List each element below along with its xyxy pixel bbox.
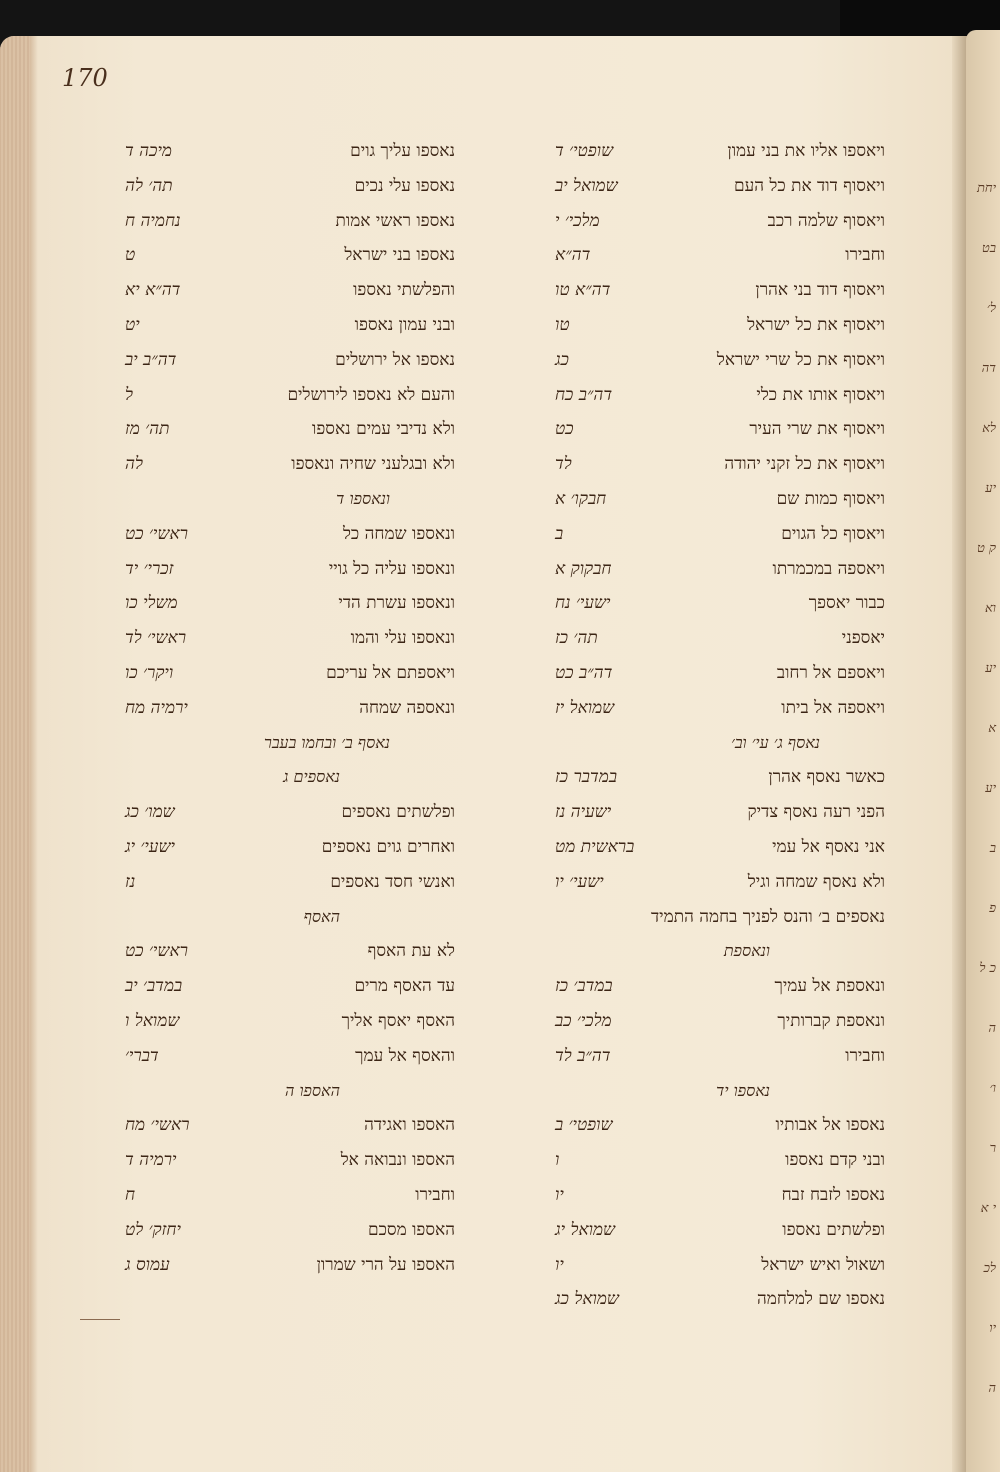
entry-line — [490, 380, 930, 410]
entry-reference: ויקר׳ כו — [125, 663, 174, 683]
entry-line — [490, 588, 930, 618]
entry-text: יאספני — [841, 628, 885, 649]
entry-reference: ראשי׳ כט — [125, 523, 188, 544]
next-page-fragment: יו — [989, 1321, 996, 1336]
entry-line — [490, 519, 930, 549]
page-edges — [0, 36, 30, 1472]
next-page-fragment: ה — [988, 1381, 996, 1396]
entry-text: ויאסוף כמות שם — [776, 489, 885, 509]
entry-line — [490, 240, 930, 270]
entry-text: ויאסוף את כל זקני יהודה — [724, 454, 885, 475]
entry-line — [490, 971, 930, 1001]
entry-line — [60, 414, 500, 444]
entry-text: ואחרים גוים נאספים — [321, 837, 455, 857]
entry-reference: שופטי׳ ד — [555, 141, 614, 161]
next-page-fragment: יע — [985, 481, 996, 496]
entry-line — [490, 206, 930, 236]
entry-text: והפלשתי נאספו — [353, 280, 455, 301]
entry-text: נאספו ראשי אמות — [335, 210, 455, 231]
entry-text: ויאספתם אל עריכם — [326, 663, 455, 683]
entry-text: ולא ובגלעני שחיה ונאספו — [291, 454, 455, 475]
entry-line — [60, 1180, 500, 1210]
entry-line — [490, 658, 930, 688]
entry-line — [490, 1076, 930, 1106]
entry-line — [60, 206, 500, 236]
entry-line — [60, 519, 500, 549]
entry-text: לא עת האסף — [367, 941, 455, 962]
entry-reference: מלכי׳ י — [555, 210, 600, 231]
entry-text: כבור יאספך — [808, 593, 885, 614]
entry-line — [60, 449, 500, 479]
entry-reference: ישעיה נז — [555, 802, 612, 823]
next-page-fragment: בט — [981, 241, 996, 256]
entry-reference: במדבר כז — [555, 767, 618, 788]
entry-text: והעם לא נאספו לירושלים — [287, 384, 455, 405]
entry-reference: ח — [125, 1185, 136, 1205]
entry-reference: יחזק׳ לט — [125, 1219, 181, 1240]
manuscript-page — [0, 36, 968, 1472]
entry-line — [490, 275, 930, 305]
entry-text: נאספו יד — [716, 1080, 770, 1100]
next-page-fragment: א — [988, 721, 996, 736]
entry-reference: דה״ב כט — [555, 663, 613, 683]
entry-line — [60, 1006, 500, 1036]
entry-line — [490, 1250, 930, 1280]
entry-line — [490, 936, 930, 966]
entry-text: ונאספה שמחה — [359, 697, 455, 718]
entry-reference: ב — [555, 523, 564, 544]
next-page-fragment: י א — [980, 1201, 996, 1216]
entry-reference: חבקו׳ א — [555, 489, 607, 509]
entry-text: נאספים ב׳ והנס לפניך בחמה התמיד — [651, 906, 885, 927]
entry-text: נאספו שם למלחמה — [756, 1289, 885, 1310]
entry-reference: ט — [125, 245, 136, 266]
entry-text: האספו ה — [284, 1080, 340, 1100]
next-page-edge — [966, 30, 1000, 1472]
entry-line — [490, 762, 930, 792]
entry-reference: ראשי׳ לד — [125, 628, 187, 649]
entry-line — [490, 345, 930, 375]
next-page-fragment: ו׳ — [989, 1081, 996, 1096]
entry-line — [60, 1145, 500, 1175]
entry-reference: דה״ב כח — [555, 384, 613, 405]
entry-text: ויאסוף את כל שרי ישראל — [716, 349, 885, 370]
entry-line — [60, 554, 500, 584]
entry-line — [490, 554, 930, 584]
entry-reference: שופטי׳ ב — [555, 1115, 613, 1136]
entry-text: עד האסף מרים — [354, 976, 455, 997]
entry-reference: דה״א טו — [555, 280, 611, 301]
next-page-fragment: יחת — [976, 181, 996, 196]
entry-line — [490, 171, 930, 201]
entry-reference: ירמיה מח — [125, 697, 188, 718]
entry-reference: עמוס ג — [125, 1254, 170, 1275]
entry-line — [490, 867, 930, 897]
entry-text: נאספו בני ישראל — [344, 245, 455, 266]
entry-reference: שמואל יז — [555, 697, 615, 718]
entry-text: ונאספו עליה כל גויי — [328, 558, 455, 579]
entry-line — [60, 136, 500, 166]
entry-text: ויאספה אל ביתו — [781, 697, 885, 718]
entry-line — [60, 588, 500, 618]
entry-reference: תה׳ כז — [555, 628, 598, 649]
entry-line — [490, 728, 930, 758]
entry-text: ויאסוף שלמה רכב — [767, 210, 885, 231]
entry-text: ונאספת אל עמיך — [774, 976, 885, 997]
entry-text: נאספו אל ירושלים — [335, 349, 455, 370]
entry-reference: שמואל יג — [555, 1219, 616, 1240]
entry-line — [60, 902, 500, 932]
folio-number: 170 — [62, 64, 108, 92]
entry-reference: תה׳ מז — [125, 419, 170, 440]
entry-reference: דה״א יא — [125, 280, 181, 301]
entry-reference: במדב׳ יב — [125, 976, 183, 997]
next-page-fragment: ר — [989, 1141, 996, 1156]
entry-text: כאשר נאסף אהרן — [768, 767, 885, 788]
entry-text: נאסף ג׳ עי׳ וב׳ — [731, 732, 820, 752]
entry-line — [490, 310, 930, 340]
entry-reference: יו — [555, 1254, 564, 1275]
entry-line — [490, 1110, 930, 1140]
entry-text: ונאספת קברותיך — [777, 1011, 885, 1031]
entry-text: ובני עמון נאספו — [354, 315, 455, 335]
entry-text: ונאספו שמחה כל — [342, 523, 455, 544]
entry-line — [490, 902, 930, 932]
entry-text: ונאספו עלי והמו — [350, 628, 455, 649]
entry-reference: דה״ב לד — [555, 1045, 611, 1066]
entry-text: האספו ואגידה — [364, 1115, 455, 1136]
entry-line — [60, 797, 500, 827]
entry-reference: ל — [125, 384, 133, 405]
entry-reference: חבקוק א — [555, 558, 612, 579]
entry-text: ונאספת — [723, 941, 770, 961]
entry-reference: לד — [555, 454, 572, 475]
entry-text: ויאסוף דוד בני אהרן — [755, 280, 885, 301]
entry-text: האסף יאסף אליך — [341, 1011, 455, 1031]
entry-text: ויאסוף דוד את כל העם — [734, 175, 885, 196]
entry-line — [490, 693, 930, 723]
entry-text: ולא נאסף שמחה וגיל — [747, 871, 885, 892]
entry-line — [490, 484, 930, 514]
entry-text: האסף — [303, 906, 340, 926]
entry-line — [490, 832, 930, 862]
entry-line — [60, 380, 500, 410]
entry-text: ובני קדם נאספו — [785, 1150, 885, 1171]
entry-line — [490, 1180, 930, 1210]
next-page-fragment: ק ט — [977, 541, 996, 556]
entry-text: והאסף אל עמך — [355, 1045, 455, 1066]
entry-line — [60, 275, 500, 305]
entry-text: ואנשי חסד נאספים — [330, 871, 455, 892]
entry-reference: במדב׳ כז — [555, 976, 613, 997]
entry-text: נאספו עליך גוים — [350, 141, 455, 161]
next-page-fragment: וא — [984, 601, 996, 616]
next-page-fragment: לכ — [983, 1261, 996, 1276]
entry-text: ונאספו ד — [336, 489, 390, 508]
entry-text: נאסף ב׳ ובחמו בעבר — [263, 732, 390, 752]
entry-reference: יו — [555, 1185, 564, 1205]
next-page-fragment: לא — [982, 421, 996, 436]
entry-reference: ו — [555, 1150, 560, 1171]
next-page-fragment: ה — [988, 1021, 996, 1036]
entry-text: ויאסוף אותו את כלי — [756, 384, 885, 405]
entry-reference: שמואל יב — [555, 175, 618, 196]
entry-reference: שמואל ו — [125, 1011, 180, 1031]
entry-line — [490, 1041, 930, 1071]
entry-text: ויאסוף את כל ישראל — [747, 315, 885, 335]
entry-text: ויאסוף כל הגוים — [781, 523, 885, 544]
entry-reference: נז — [125, 871, 136, 892]
next-page-fragment: כ ל — [979, 961, 996, 976]
entry-text: האספו מסכם — [368, 1219, 455, 1240]
entry-reference: מלכי׳ כב — [555, 1011, 612, 1031]
next-page-fragment: פ — [989, 901, 996, 916]
entry-line — [60, 971, 500, 1001]
entry-reference: ראשי׳ כט — [125, 941, 188, 962]
entry-reference: יט — [125, 315, 140, 335]
entry-text: וחבירו — [845, 1045, 885, 1066]
entry-text: ויאספה במכמרתו — [772, 558, 885, 579]
entry-reference: דה״א — [555, 245, 591, 266]
entry-line — [490, 1284, 930, 1314]
entry-line — [60, 1076, 500, 1106]
entry-line — [60, 762, 500, 792]
entry-line — [490, 136, 930, 166]
entry-line — [60, 936, 500, 966]
entry-line — [490, 797, 930, 827]
entry-reference: ישעי׳ יג — [125, 837, 175, 857]
entry-reference: בראשית מט — [555, 837, 635, 857]
entry-reference: ראשי׳ מח — [125, 1115, 190, 1136]
entry-line — [60, 1041, 500, 1071]
entry-reference: תה׳ לה — [125, 175, 173, 196]
entry-reference: שמואל כג — [555, 1289, 619, 1310]
entry-line — [60, 240, 500, 270]
entry-line — [60, 658, 500, 688]
entry-reference: טו — [555, 315, 570, 335]
entry-text: ונאספו עשרת הדי — [338, 593, 455, 614]
entry-reference: שמו׳ כג — [125, 802, 175, 823]
entry-text: ויאספם אל רחוב — [776, 663, 885, 683]
entry-reference: כט — [555, 419, 574, 440]
entry-reference: משלי כו — [125, 593, 178, 614]
entry-line — [490, 1215, 930, 1245]
entry-line — [490, 414, 930, 444]
entry-line — [490, 623, 930, 653]
entry-reference: דה״ב יב — [125, 349, 177, 370]
entry-line — [60, 867, 500, 897]
entry-reference: ירמיה ד — [125, 1150, 177, 1171]
entry-text: נאספו אל אבותיו — [775, 1115, 885, 1136]
entry-text: נאספים ג — [283, 767, 340, 787]
entry-text: וחבירו — [415, 1185, 455, 1205]
entry-reference: לה — [125, 454, 143, 475]
entry-reference: כג — [555, 349, 569, 370]
entry-text: הפני רעה נאסף צדיק — [747, 802, 885, 823]
entry-line — [60, 310, 500, 340]
entry-reference: דברי׳ — [125, 1045, 159, 1066]
entry-line — [490, 1006, 930, 1036]
entry-line — [490, 449, 930, 479]
entry-reference: זכרי׳ יד — [125, 558, 174, 579]
entry-text: ושאול ואיש ישראל — [761, 1254, 885, 1275]
next-page-fragment: יע — [985, 781, 996, 796]
entry-text: ויאספו אליו את בני עמון — [727, 141, 885, 161]
margin-mark — [80, 1319, 120, 1320]
entry-reference: ישעי׳ נח — [555, 593, 611, 614]
entry-line — [60, 728, 500, 758]
entry-line — [60, 1110, 500, 1140]
entry-line — [60, 484, 500, 514]
next-page-fragment: ל׳ — [986, 301, 996, 316]
left-column — [60, 36, 500, 1472]
entry-line — [60, 1250, 500, 1280]
entry-reference: מיכה ד — [125, 141, 172, 161]
entry-text: האספו ונבואה אל — [340, 1150, 455, 1171]
next-page-fragment: ב — [989, 841, 996, 856]
entry-line — [60, 171, 500, 201]
entry-text: האספו על הרי שמרון — [316, 1254, 455, 1275]
right-column — [490, 36, 930, 1472]
entry-text: וחבירו — [845, 245, 885, 266]
entry-text: ולא נדיבי עמים נאספו — [312, 419, 455, 440]
entry-line — [60, 832, 500, 862]
entry-line — [60, 623, 500, 653]
entry-reference: נחמיה ח — [125, 210, 181, 231]
entry-text: נאספו עלי נכים — [354, 175, 455, 196]
entry-text: נאספו לזבח זבח — [781, 1185, 885, 1205]
entry-line — [60, 693, 500, 723]
next-page-fragment: דה — [981, 361, 996, 376]
entry-reference: ישעי׳ יו — [555, 871, 604, 892]
entry-line — [60, 1215, 500, 1245]
next-page-fragment: יע — [985, 661, 996, 676]
entry-line — [490, 1145, 930, 1175]
entry-text: ופלשתים נאספו — [782, 1219, 885, 1240]
entry-text: ויאסוף את שרי העיר — [749, 419, 885, 440]
entry-line — [60, 345, 500, 375]
entry-text: ופלשתים נאספים — [341, 802, 455, 823]
entry-text: אני נאסף אל עמי — [772, 837, 885, 857]
